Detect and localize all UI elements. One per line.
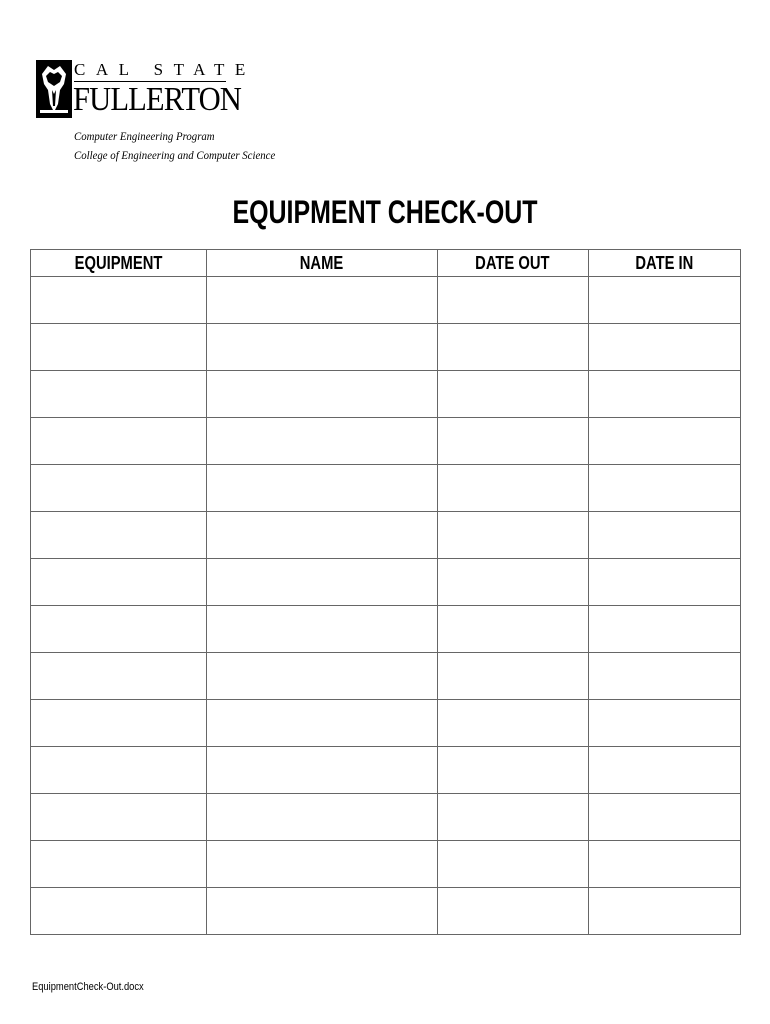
cell-date-in[interactable] [588,465,740,512]
cell-equipment[interactable] [31,888,207,935]
logo-cal-state-text: CAL STATE [74,60,256,79]
table-row [31,794,741,841]
cell-date-in[interactable] [588,277,740,324]
cell-date-out[interactable] [437,653,588,700]
table-row [31,841,741,888]
table-row [31,606,741,653]
footer-filename: EquipmentCheck-Out.docx [32,981,144,993]
cell-name[interactable] [207,512,437,559]
cell-date-out[interactable] [437,324,588,371]
cell-equipment[interactable] [31,747,207,794]
table-row [31,465,741,512]
cell-name[interactable] [207,841,437,888]
cell-name[interactable] [207,700,437,747]
logo-fullerton-text: FULLERTON [73,81,242,118]
cell-name[interactable] [207,794,437,841]
cell-equipment[interactable] [31,653,207,700]
program-name: Computer Engineering Program [74,129,215,143]
cell-date-out[interactable] [437,512,588,559]
cell-name[interactable] [207,559,437,606]
column-header-date-out: DATE OUT [437,250,588,277]
university-logo [36,60,256,122]
cell-name[interactable] [207,371,437,418]
cell-date-in[interactable] [588,418,740,465]
table-body [31,277,741,935]
cell-date-out[interactable] [437,841,588,888]
cell-date-in[interactable] [588,559,740,606]
cell-date-out[interactable] [437,559,588,606]
cell-date-in[interactable] [588,747,740,794]
column-header-name: NAME [207,250,437,277]
cell-equipment[interactable] [31,606,207,653]
cell-equipment[interactable] [31,512,207,559]
cell-equipment[interactable] [31,277,207,324]
cell-name[interactable] [207,653,437,700]
cell-date-out[interactable] [437,418,588,465]
cell-equipment[interactable] [31,841,207,888]
table-row [31,277,741,324]
cell-date-in[interactable] [588,888,740,935]
cell-date-in[interactable] [588,700,740,747]
cell-name[interactable] [207,465,437,512]
titan-emblem-icon [36,60,72,118]
cell-equipment[interactable] [31,324,207,371]
cell-equipment[interactable] [31,700,207,747]
cell-date-out[interactable] [437,606,588,653]
cell-date-in[interactable] [588,606,740,653]
cell-equipment[interactable] [31,418,207,465]
cell-date-in[interactable] [588,371,740,418]
table-row [31,888,741,935]
cell-date-out[interactable] [437,465,588,512]
table-row [31,747,741,794]
cell-date-out[interactable] [437,888,588,935]
cell-date-in[interactable] [588,512,740,559]
cell-name[interactable] [207,888,437,935]
cell-date-in[interactable] [588,841,740,888]
cell-equipment[interactable] [31,794,207,841]
table-row [31,700,741,747]
cell-name[interactable] [207,747,437,794]
table-header-row [31,250,741,277]
cell-equipment[interactable] [31,465,207,512]
table-row [31,512,741,559]
cell-name[interactable] [207,606,437,653]
table-row [31,559,741,606]
table-row [31,418,741,465]
page-title: EQUIPMENT CHECK-OUT [232,194,538,230]
table-row [31,371,741,418]
cell-date-out[interactable] [437,794,588,841]
cell-date-out[interactable] [437,747,588,794]
cell-name[interactable] [207,277,437,324]
cell-date-in[interactable] [588,794,740,841]
table-row [31,324,741,371]
column-header-date-in: DATE IN [588,250,740,277]
cell-date-out[interactable] [437,277,588,324]
cell-name[interactable] [207,418,437,465]
cell-date-in[interactable] [588,653,740,700]
cell-equipment[interactable] [31,371,207,418]
column-header-equipment: EQUIPMENT [31,250,207,277]
table-row [31,653,741,700]
cell-date-out[interactable] [437,700,588,747]
cell-equipment[interactable] [31,559,207,606]
cell-date-out[interactable] [437,371,588,418]
cell-name[interactable] [207,324,437,371]
college-name: College of Engineering and Computer Science [74,148,276,162]
cell-date-in[interactable] [588,324,740,371]
checkout-table [30,249,741,935]
